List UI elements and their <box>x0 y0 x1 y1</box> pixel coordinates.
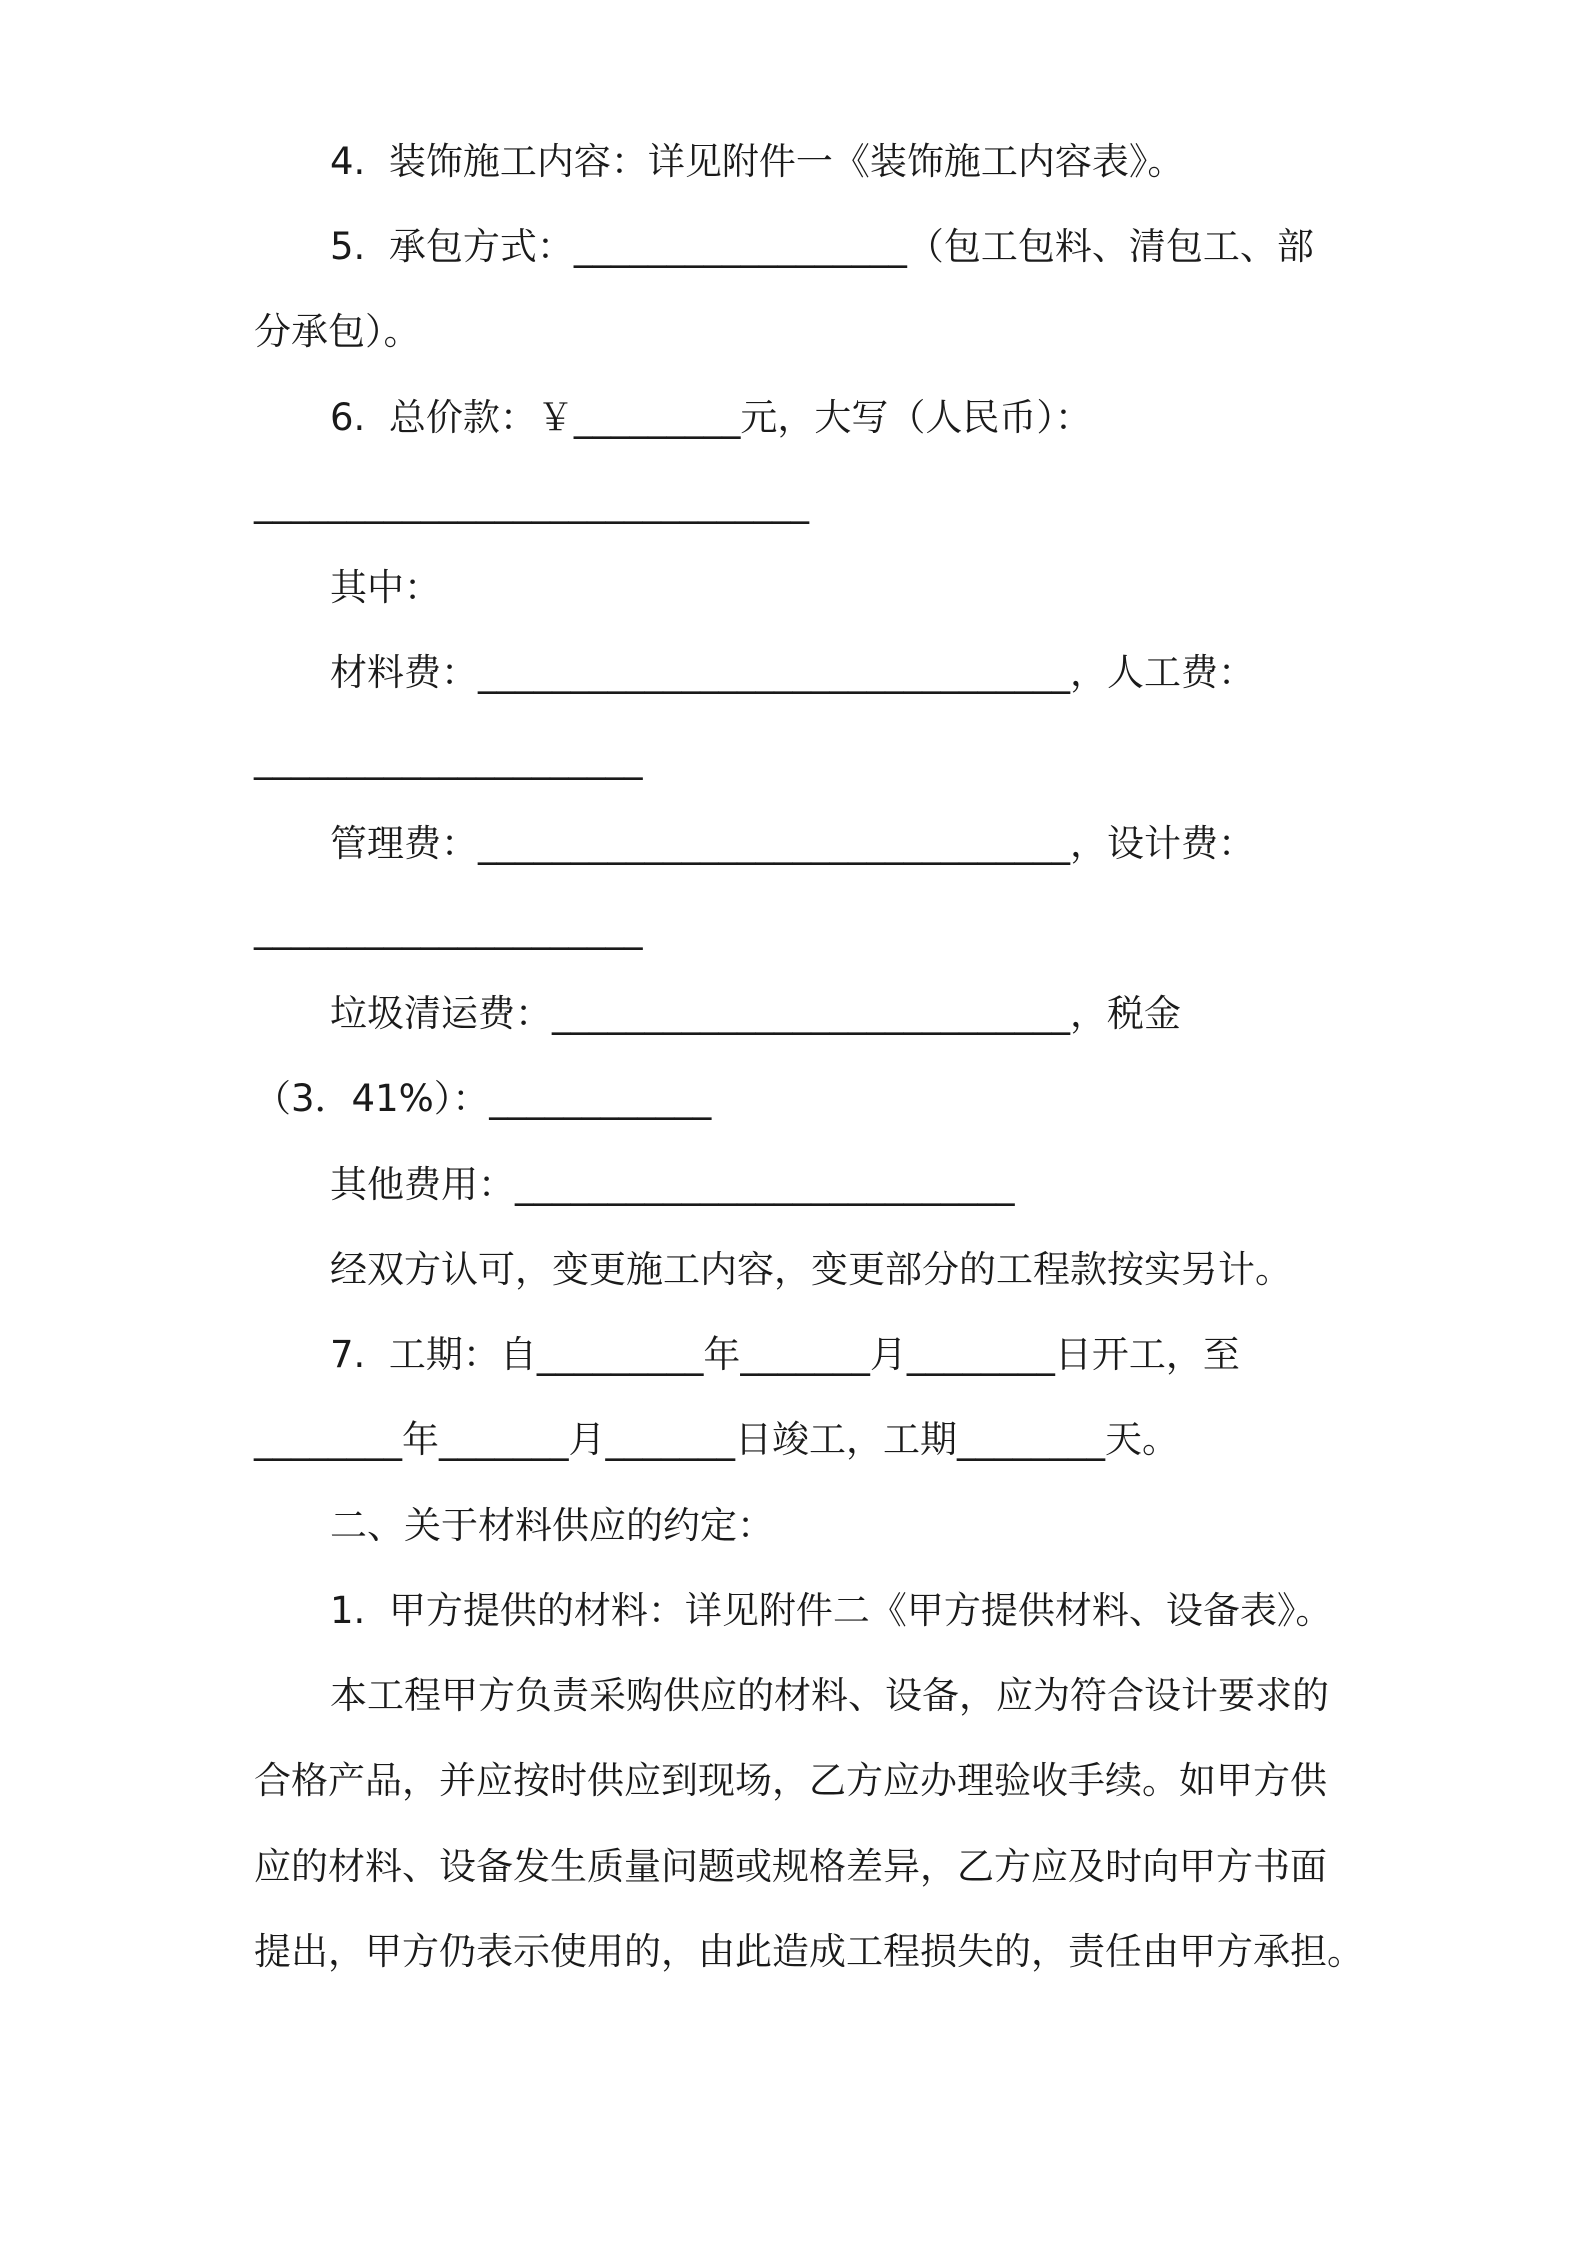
item-5-continuation: 分承包）。 <box>254 310 421 353</box>
item-1-party-a-materials: 1. 甲方提供的材料：详见附件二《甲方提供材料、设备表》。 <box>330 1589 1333 1632</box>
breakdown-heading: 其中： <box>330 566 441 609</box>
paragraph-line-4: 提出，甲方仍表示使用的，由此造成工程损失的，责任由甲方承担。 <box>254 1930 1364 1973</box>
material-fee-line: 材料费：________________________________，人工费： <box>330 651 1255 694</box>
management-fee-line: 管理费：________________________________，设计费： <box>330 822 1255 865</box>
design-fee-blank: _____________________ <box>254 907 643 950</box>
paragraph-line-1: 本工程甲方负责采购供应的材料、设备，应为符合设计要求的 <box>330 1674 1329 1717</box>
item-7-schedule: 7. 工期：自_________年_______月________日开工，至 <box>330 1333 1240 1376</box>
paragraph-line-2: 合格产品，并应按时供应到现场，乙方应办理验收手续。如甲方供 <box>254 1759 1327 1802</box>
item-6-total-price: 6. 总价款：￥_________元，大写（人民币）： <box>330 396 1092 439</box>
labor-fee-blank: _____________________ <box>254 737 643 780</box>
other-fees-line: 其他费用：___________________________ <box>330 1163 1015 1206</box>
paragraph-line-3: 应的材料、设备发生质量问题或规格差异，乙方应及时向甲方书面 <box>254 1845 1327 1888</box>
tax-rate-line: （3．41%）：____________ <box>254 1077 712 1120</box>
change-clause: 经双方认可，变更施工内容，变更部分的工程款按实另计。 <box>330 1248 1292 1291</box>
section-2-heading: 二、关于材料供应的约定： <box>330 1504 774 1547</box>
item-5-contract-method: 5. 承包方式：__________________（包工包料、清包工、部 <box>330 225 1314 268</box>
item-4-construction-content: 4. 装饰施工内容：详见附件一《装饰施工内容表》。 <box>330 140 1185 183</box>
item-7-continuation: ________年_______月_______日竣工，工期________天。 <box>254 1418 1179 1461</box>
garbage-fee-line: 垃圾清运费：____________________________，税金 <box>330 992 1181 1035</box>
item-6-amount-blank: ______________________________ <box>254 481 809 524</box>
